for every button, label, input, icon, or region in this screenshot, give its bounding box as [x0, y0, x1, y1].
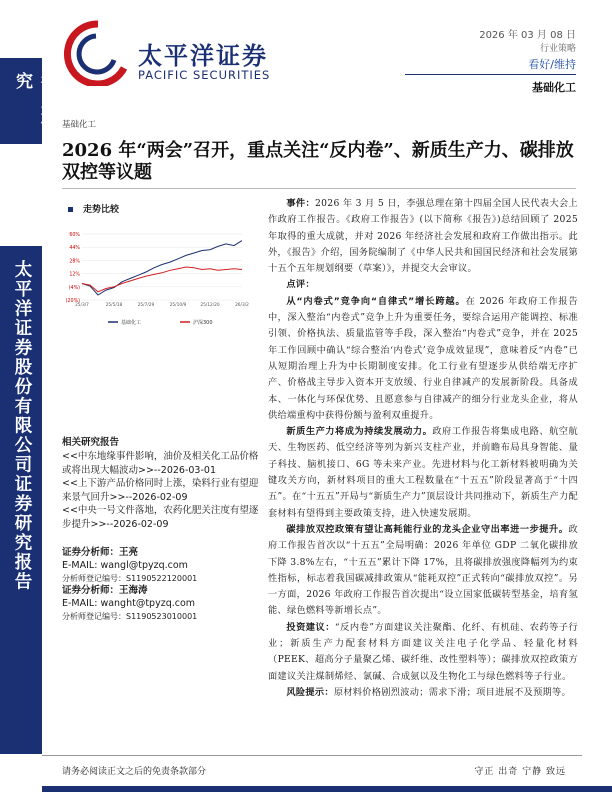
x-tick-label: 25/10/9 — [169, 303, 187, 308]
paragraph-heading: 风险提示： — [286, 686, 334, 698]
sidebar-company-text: 太平洋证券股份有限公司证券研究报告 — [12, 260, 32, 592]
footer-bar — [42, 786, 612, 792]
y-tick-label: (4%) — [68, 285, 80, 291]
analyst-label: 证券分析师： — [62, 585, 120, 596]
related-report-item[interactable]: <<上下游产品价格同时上涨，染料行业有望迎来景气回升>>--2026-02-09 — [62, 478, 259, 503]
trend-heading-text: 走势比较 — [83, 205, 120, 215]
y-tick-label: 12% — [69, 272, 80, 278]
x-tick-label: 25/5/18 — [105, 303, 123, 308]
report-date: 2026 年 03 月 08 日 — [479, 30, 576, 41]
event-label: 事件： — [286, 198, 316, 209]
paragraph-heading: 新质生产力将成为持续发展动力。 — [286, 426, 433, 438]
paragraph-text: 政府工作报告将集成电路、航空航天、生物医药、低空经济等列为新兴支柱产业，并前瞻布局具身智能、量子科技、脑机接口、6G 等未来产业。先进材料与化工新材料被明确为关键攻关方向，新材料项目的重大工程数量在“十五五”阶段显著高于“十四五”。在“十五五”开局与“新质生产力”顶层设计共同推动下，新质生产力配套材料有望得到主要政策支持，进入快速发展期。 — [268, 426, 579, 519]
title-divider — [62, 188, 576, 189]
comment-label: 点评： — [286, 279, 315, 291]
sector-label: 基础化工 — [532, 81, 576, 94]
bullet-square-icon — [68, 207, 73, 212]
paragraph-text: 政府工作报告首次以“十五五”全局明确：2026 年单位 GDP 二氧化碳排放下降 3.8%左右，“十五五”累计下降 17%，且将碳排放强度降幅列为约束性指标，标志着我国碳减排政策从“能耗双控”正式转向“碳排放双控”。另一方面，2026 年政府工作报告首次提出“设立国家低碳转型基金，培育氢能、绿色燃料等新增长点”。 — [268, 523, 578, 617]
company-logo-english: PACIFIC SECURITIES — [138, 68, 271, 82]
report-body — [268, 196, 578, 701]
event-paragraph — [268, 196, 578, 277]
analyst-cert: 分析师登记编号：S1190522120001 — [62, 574, 198, 583]
y-tick-label: 28% — [69, 259, 80, 265]
legend-label: 沪深300 — [193, 320, 213, 326]
analyst-cert: 分析师登记编号：S1190523010001 — [62, 612, 198, 621]
x-tick-label: 25/7/29 — [137, 303, 155, 308]
paragraph-heading: 碳排放双控政策有望让高耗能行业的龙头企业守出率进一步提升。 — [286, 523, 569, 535]
event-text: 2026 年 3 月 5 日，李强总理在第十四届全国人民代表大会上作政府工作报告。《政府工作报告》(以下简称《报告》)总结回顾了 2025 年取得的重大成就，并对 2026 年经济社会发展和政府工作做出指示。此外，《报告》介绍，国务院编制了《中华人民共和国国民经济和社会发展第十五个五年规划纲要（草案）》，并提交大会审议。 — [268, 198, 579, 275]
footer-motto: 守正 出奇 宁静 致远 — [474, 767, 566, 777]
series-line — [82, 267, 242, 292]
trend-heading — [68, 202, 119, 215]
paragraph-risk — [268, 685, 578, 701]
paragraph-new-productivity — [268, 424, 578, 522]
paragraph-carbon-control — [268, 522, 578, 620]
analyst-email[interactable]: E-MAIL: wanght@tpyzq.com — [62, 598, 196, 609]
x-tick-label: 25/3/7 — [75, 303, 89, 308]
legend-label: 基础化工 — [121, 320, 142, 326]
x-tick-label: 26/3/2 — [235, 303, 249, 308]
paragraph-anti-involution — [268, 294, 578, 424]
company-logo-name: 太平洋证券 — [138, 42, 268, 70]
rating: 看好/维持 — [528, 58, 576, 71]
paragraph-text: 在 2026 年政府工作报告中，深入整治“内卷式”竞争上升为重要任务，要综合运用产能调控、标准引领、价格执法、质量监管等手段，深入整治“内卷式”竞争，并在 2025 年工作回顾中确认“综合整治‘内卷式’竞争成效显现”，意味着反“内卷”已从短期治理上升为中长期制度安排。化工行业有望逐步从供给端无序扩产、价格战主导步入资本开支放缓、行业自律减产的发展新阶段。具备成本、一体化与环保优势、且愿意参与自律减产的细分行业龙头企业，将从供给端重构中获得份额与盈利双重提升。 — [268, 295, 579, 421]
sidebar-category-text: 行业研究 — [12, 72, 57, 132]
y-tick-label: (20%) — [65, 299, 80, 304]
report-type: 行业策略 — [539, 44, 576, 54]
analyst-block — [62, 546, 262, 585]
analyst-name: 王海涛 — [119, 585, 148, 596]
related-report-item[interactable]: <<中东地缘事件影响，油价及相关化工品价格或将出现大幅波动>>--2026-03-01 — [62, 451, 259, 476]
y-tick-label: 60% — [69, 233, 80, 238]
sidebar-category — [0, 58, 57, 144]
x-tick-label: 25/12/20 — [200, 303, 220, 308]
paragraph-text: “反内卷”方面建议关注聚酯、化纤、有机硅、农药等子行业；新质生产力配套材料方面建议关注电子化学品、轻量化材料（PEEK、超高分子量聚乙烯、碳纤维、改性塑料等）；碳排放双控政策方面建议关注煤制烯烃、氯碱、合成氨以及生物化工与绿色燃料等子行业。 — [268, 621, 578, 682]
related-report-item[interactable]: <<中央一号文件落地，农药化肥关注度有望逐步提升>>--2026-02-09 — [62, 505, 259, 530]
footer-divider — [42, 755, 582, 756]
paragraph-heading: 投资建议： — [286, 621, 335, 633]
sidebar-company — [0, 246, 42, 754]
paragraph-heading: 从“内卷式”竞争向“自律式”增长跨越。 — [286, 295, 466, 307]
paragraph-investment — [268, 620, 578, 685]
comment-label-paragraph — [268, 277, 578, 293]
paragraph-text: 原材料价格剧烈波动；需求下滑；项目进展不及预期等。 — [333, 686, 572, 698]
section-label: 基础化工 — [62, 120, 97, 130]
analyst-name: 王亮 — [119, 547, 139, 558]
logo-icon — [60, 20, 130, 86]
analyst-block — [62, 584, 262, 623]
analyst-label: 证券分析师： — [62, 547, 120, 558]
trend-chart — [60, 226, 250, 340]
related-reports-list — [62, 450, 262, 532]
analyst-email[interactable]: E-MAIL: wangl@tpyzq.com — [62, 560, 188, 571]
y-tick-label: 44% — [69, 246, 80, 252]
related-reports-heading: 相关研究报告 — [62, 437, 120, 448]
header-divider — [405, 74, 576, 75]
footer-disclaimer: 请务必阅读正文之后的免责条款部分 — [62, 767, 207, 777]
page-title: 2026 年“两会”召开，重点关注“反内卷”、新质生产力、碳排放双控等议题 — [62, 140, 574, 183]
